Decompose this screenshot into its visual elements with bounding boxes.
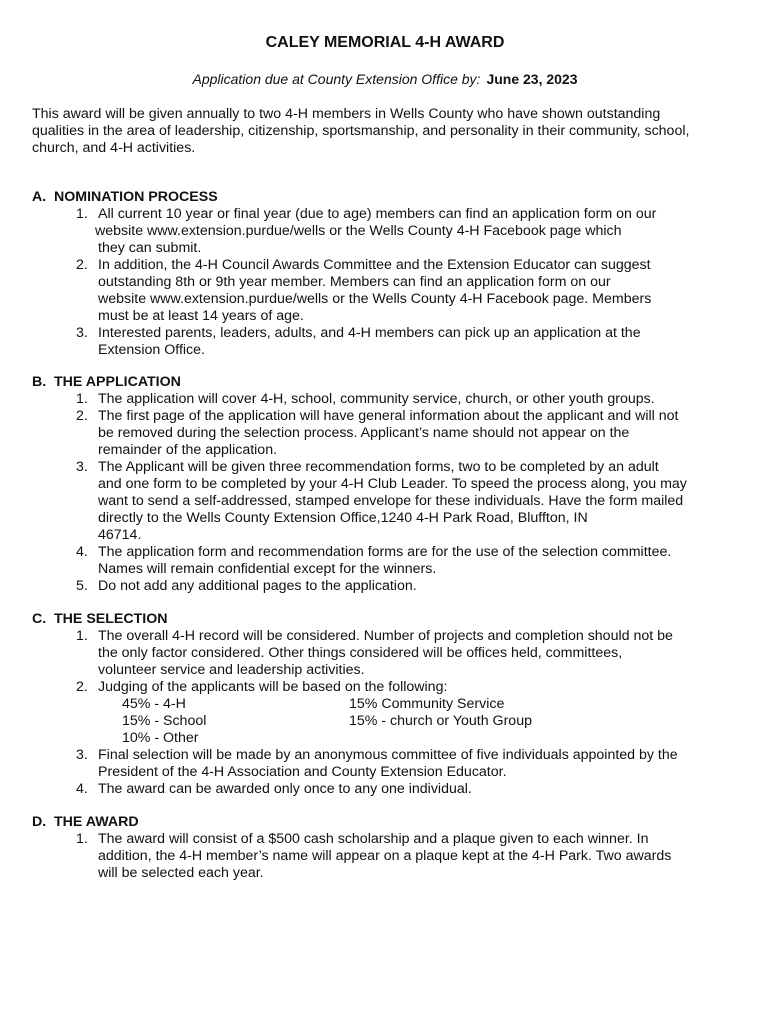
item-line: they can submit. xyxy=(98,240,202,256)
item-number: 3. xyxy=(76,325,88,341)
item-line: All current 10 year or final year (due to age) members can find an application form on our xyxy=(98,206,657,222)
item-line: website www.extension.purdue/wells or the Wells County 4-H Facebook page which xyxy=(95,223,622,239)
intro-line: This award will be given annually to two 4-H members in Wells County who have shown outstanding xyxy=(32,106,661,122)
list-item xyxy=(32,747,742,781)
item-line: President of the 4-H Association and County Extension Educator. xyxy=(98,764,507,780)
item-line: want to send a self-addressed, stamped envelope for these individuals. Have the form mailed xyxy=(98,493,684,509)
intro-line: church, and 4-H activities. xyxy=(32,140,196,156)
item-line: The first page of the application will have general information about the applicant and will not xyxy=(98,408,679,424)
section-the-selection xyxy=(32,611,742,798)
item-line: The award will consist of a $500 cash scholarship and a plaque given to each winner. In xyxy=(98,831,649,847)
judging-weights xyxy=(32,696,742,747)
list-item xyxy=(32,206,742,257)
item-number: 3. xyxy=(76,459,88,475)
item-line: Interested parents, leaders, adults, and 4-H members can pick up an application at the xyxy=(98,325,641,341)
item-line: Names will remain confidential except for the winners. xyxy=(98,561,437,577)
due-line xyxy=(0,71,770,88)
list-item xyxy=(32,408,742,459)
weight-community-service: 15% Community Service xyxy=(349,696,505,712)
item-number: 2. xyxy=(76,408,88,424)
section-the-award xyxy=(32,814,742,882)
item-line: and one form to be completed by your 4-H Club Leader. To speed the process along, you may xyxy=(98,476,687,492)
item-line: The application will cover 4-H, school, community service, church, or other youth groups. xyxy=(98,391,655,407)
item-line: must be at least 14 years of age. xyxy=(98,308,304,324)
list-item xyxy=(32,831,742,882)
section-letter: D. xyxy=(32,814,47,830)
section-letter: B. xyxy=(32,374,47,390)
list-item xyxy=(32,544,742,578)
item-number: 2. xyxy=(76,679,88,695)
item-line: 46714. xyxy=(98,527,142,543)
weights-row xyxy=(122,730,742,747)
item-line: remainder of the application. xyxy=(98,442,278,458)
section-title: THE APPLICATION xyxy=(54,374,181,390)
item-line: will be selected each year. xyxy=(98,865,264,881)
item-line: Extension Office. xyxy=(98,342,205,358)
list-item xyxy=(32,781,742,798)
item-number: 1. xyxy=(76,206,88,222)
item-line: The overall 4-H record will be considered. Number of projects and completion should not be xyxy=(98,628,673,644)
item-line: In addition, the 4-H Council Awards Committee and the Extension Educator can suggest xyxy=(98,257,651,273)
item-number: 4. xyxy=(76,781,88,797)
list-item xyxy=(32,578,742,595)
list-item xyxy=(32,459,742,544)
item-line: Do not add any additional pages to the application. xyxy=(98,578,417,594)
weight-4h: 45% - 4-H xyxy=(122,696,186,712)
section-letter: C. xyxy=(32,611,47,627)
item-line: Judging of the applicants will be based on the following: xyxy=(98,679,448,695)
item-line: be removed during the selection process. Applicant’s name should not appear on the xyxy=(98,425,630,441)
item-line: volunteer service and leadership activities. xyxy=(98,662,365,678)
section-nomination-process xyxy=(32,189,742,359)
weight-church-youth-group: 15% - church or Youth Group xyxy=(349,713,532,729)
item-number: 1. xyxy=(76,831,88,847)
section-title: THE AWARD xyxy=(54,814,139,830)
item-line: The Applicant will be given three recommendation forms, two to be completed by an adult xyxy=(98,459,659,475)
list-item xyxy=(32,679,742,696)
item-line: the only factor considered. Other things considered will be offices held, committees, xyxy=(98,645,623,661)
document-title: CALEY MEMORIAL 4-H AWARD xyxy=(265,34,505,51)
item-number: 2. xyxy=(76,257,88,273)
item-number: 1. xyxy=(76,391,88,407)
item-line: outstanding 8th or 9th year member. Members can find an application form on our xyxy=(98,274,611,290)
intro-paragraph xyxy=(32,106,738,157)
item-line: directly to the Wells County Extension Office,1240 4-H Park Road, Bluffton, IN xyxy=(98,510,588,526)
weights-row xyxy=(122,696,742,713)
weights-row xyxy=(122,713,742,730)
intro-line: qualities in the area of leadership, citizenship, sportsmanship, and personality in their community, school, xyxy=(32,123,690,139)
item-number: 3. xyxy=(76,747,88,763)
item-line: addition, the 4-H member’s name will appear on a plaque kept at the 4-H Park. Two awards xyxy=(98,848,672,864)
item-line: Final selection will be made by an anonymous committee of five individuals appointed by the xyxy=(98,747,678,763)
list-item xyxy=(32,628,742,679)
section-title: THE SELECTION xyxy=(54,611,168,627)
due-label: Application due at County Extension Office by: xyxy=(192,71,481,87)
item-number: 1. xyxy=(76,628,88,644)
section-heading xyxy=(32,374,742,391)
item-number: 4. xyxy=(76,544,88,560)
section-heading xyxy=(32,814,742,831)
item-line: The application form and recommendation forms are for the use of the selection committee. xyxy=(98,544,672,560)
weight-school: 15% - School xyxy=(122,713,207,729)
item-line: The award can be awarded only once to any one individual. xyxy=(98,781,472,797)
list-item xyxy=(32,391,742,408)
section-letter: A. xyxy=(32,189,47,205)
section-the-application xyxy=(32,374,742,595)
section-title: NOMINATION PROCESS xyxy=(54,189,218,205)
list-item xyxy=(32,325,742,359)
section-heading xyxy=(32,611,742,628)
due-date: June 23, 2023 xyxy=(486,71,578,87)
item-line: website www.extension.purdue/wells or the Wells County 4-H Facebook page. Members xyxy=(98,291,652,307)
section-heading xyxy=(32,189,742,206)
list-item xyxy=(32,257,742,325)
item-number: 5. xyxy=(76,578,88,594)
weight-other: 10% - Other xyxy=(122,730,199,746)
